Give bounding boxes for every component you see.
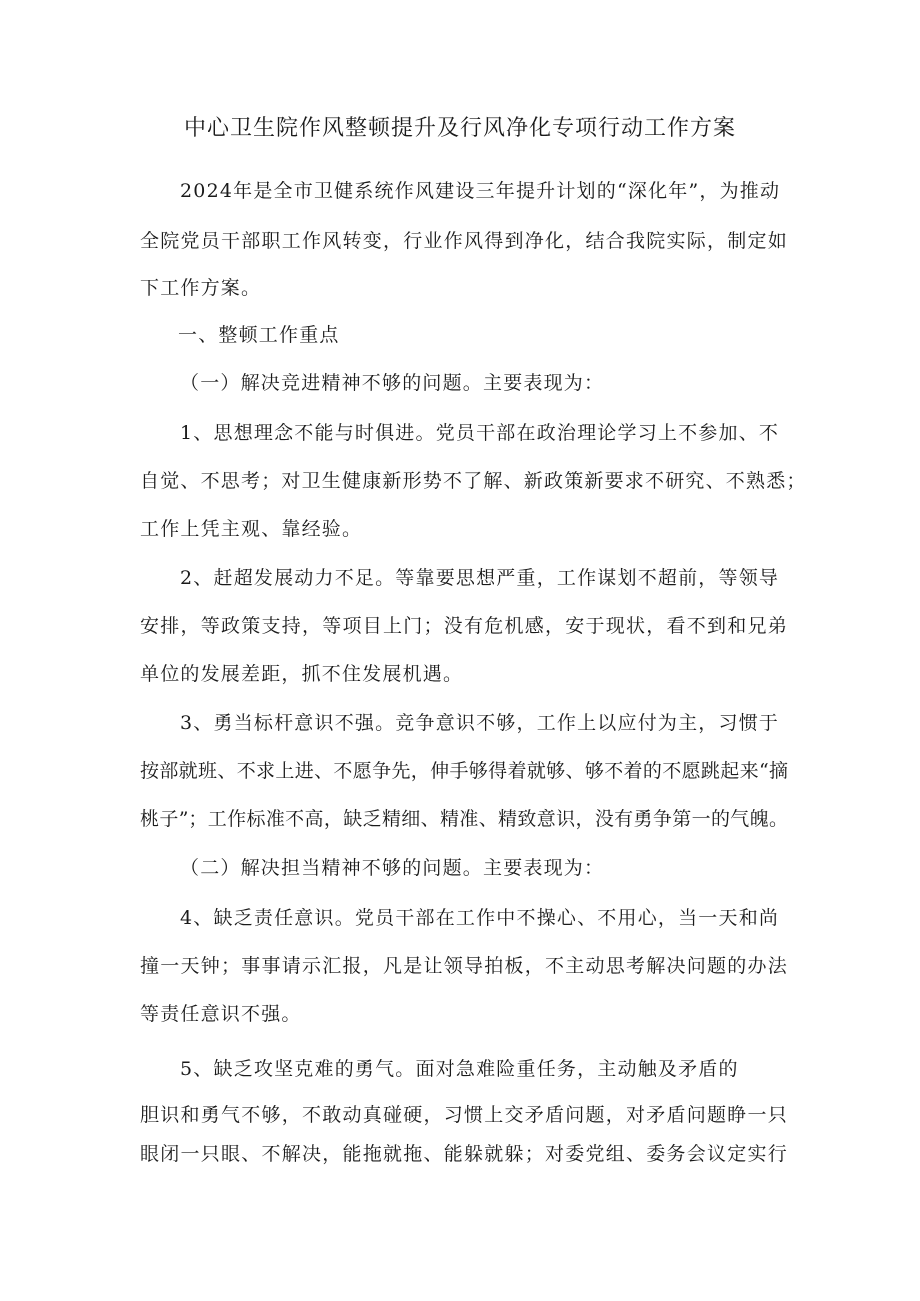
paragraph-line: 全院党员干部职工作风转变，行业作风得到净化，结合我院实际，制定如: [140, 230, 788, 252]
paragraph-line: 撞一天钟；事事请示汇报，凡是让领导拍板，不主动思考解决问题的办法: [140, 955, 788, 977]
paragraph-line: 桃子”；工作标准不高，缺乏精细、精准、精致意识，没有勇争第一的气魄。: [140, 808, 788, 830]
paragraph-line: 自觉、不思考；对卫生健康新形势不了解、新政策新要求不研究、不熟悉；: [140, 470, 807, 492]
paragraph-line: 按部就班、不求上进、不愿争先，伸手够得着就够、够不着的不愿跳起来“摘: [140, 760, 788, 782]
subsection-heading: （一）解决竞进精神不够的问题。主要表现为：: [180, 372, 605, 394]
paragraph-line: 胆识和勇气不够，不敢动真碰硬，习惯上交矛盾问题，对矛盾问题睁一只: [140, 1104, 788, 1126]
subsection-heading: （二）解决担当精神不够的问题。主要表现为：: [180, 857, 605, 879]
paragraph-line: 安排，等政策支持，等项目上门；没有危机感，安于现状，看不到和兄弟: [140, 615, 788, 637]
paragraph-line: 眼闭一只眼、不解决，能拖就拖、能躲就躲；对委党组、委务会议定实行: [140, 1143, 788, 1165]
paragraph-line: 2024年是全市卫健系统作风建设三年提升计划的“深化年”，为推动: [180, 180, 781, 202]
paragraph-line: 5、缺乏攻坚克难的勇气。面对急难险重任务，主动触及矛盾的: [180, 1058, 739, 1080]
paragraph-line: 工作上凭主观、靠经验。: [140, 518, 363, 540]
section-heading: 一、整顿工作重点: [178, 324, 340, 346]
paragraph-line: 2、赶超发展动力不足。等靠要思想严重，工作谋划不超前，等领导: [180, 567, 780, 589]
document-title: 中心卫生院作风整顿提升及行风净化专项行动工作方案: [183, 116, 736, 141]
paragraph-line: 单位的发展差距，抓不住发展机遇。: [140, 663, 464, 685]
paragraph-line: 下工作方案。: [140, 277, 262, 299]
paragraph-line: 等责任意识不强。: [140, 1003, 302, 1025]
paragraph-line: 4、缺乏责任意识。党员干部在工作中不操心、不用心，当一天和尚: [180, 907, 780, 929]
paragraph-line: 3、勇当标杆意识不强。竞争意识不够，工作上以应付为主，习惯于: [180, 712, 780, 734]
paragraph-line: 1、思想理念不能与时俱进。党员干部在政治理论学习上不参加、不: [180, 422, 780, 444]
